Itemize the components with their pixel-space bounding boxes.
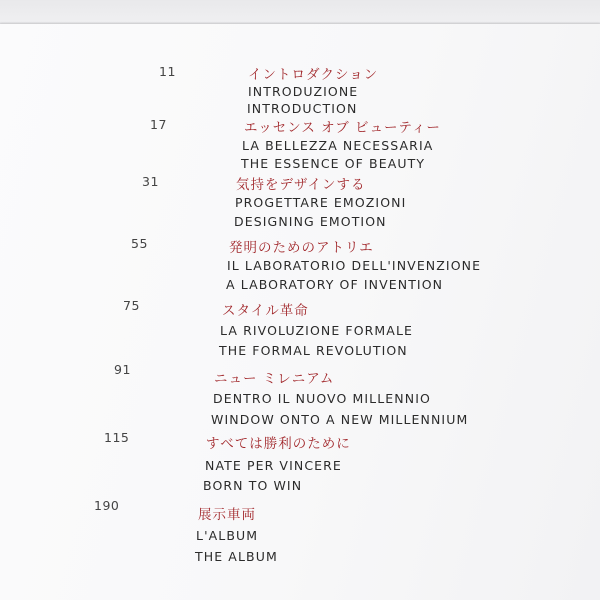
- toc-title-english: BORN TO WIN: [203, 478, 303, 493]
- toc-title-italian: PROGETTARE EMOZIONI: [235, 195, 407, 210]
- toc-title-english: THE ALBUM: [195, 549, 278, 564]
- toc-title-japanese: エッセンス オブ ビューティー: [244, 120, 441, 136]
- toc-page-number: 55: [131, 236, 148, 251]
- toc-title-italian: L'ALBUM: [196, 528, 259, 543]
- toc-title-japanese: ニュー ミレニアム: [214, 371, 335, 387]
- toc-title-english: DESIGNING EMOTION: [234, 214, 387, 229]
- toc-title-japanese: 気持をデザインする: [236, 177, 366, 193]
- toc-page-number: 190: [94, 498, 120, 513]
- toc-page-number: 31: [142, 174, 159, 189]
- toc-page-number: 91: [114, 362, 131, 377]
- toc-title-japanese: スタイル革命: [222, 303, 309, 319]
- toc-title-english: INTRODUCTION: [247, 101, 358, 116]
- toc-title-italian: IL LABORATORIO DELL'INVENZIONE: [227, 258, 482, 273]
- toc-title-english: WINDOW ONTO A NEW MILLENNIUM: [211, 412, 469, 427]
- toc-page-number: 17: [150, 117, 167, 132]
- toc-title-italian: DENTRO IL NUOVO MILLENNIO: [213, 391, 431, 406]
- toc-title-english: THE ESSENCE OF BEAUTY: [241, 156, 426, 171]
- toc-title-english: THE FORMAL REVOLUTION: [219, 343, 408, 358]
- page-top-edge: [0, 0, 600, 24]
- toc-title-japanese: 展示車両: [198, 507, 256, 523]
- toc-page-number: 115: [104, 430, 130, 445]
- toc-title-italian: NATE PER VINCERE: [205, 458, 342, 473]
- toc-title-english: A LABORATORY OF INVENTION: [226, 277, 444, 292]
- toc-title-japanese: イントロダクション: [248, 67, 379, 83]
- toc-title-italian: LA BELLEZZA NECESSARIA: [242, 138, 434, 153]
- toc-title-japanese: すべては勝利のために: [206, 436, 351, 452]
- toc-page-number: 75: [123, 298, 140, 313]
- toc-page-number: 11: [159, 64, 176, 79]
- toc-title-italian: LA RIVOLUZIONE FORMALE: [220, 323, 414, 338]
- toc-title-japanese: 発明のためのアトリエ: [229, 240, 374, 256]
- toc-title-italian: INTRODUZIONE: [248, 84, 359, 99]
